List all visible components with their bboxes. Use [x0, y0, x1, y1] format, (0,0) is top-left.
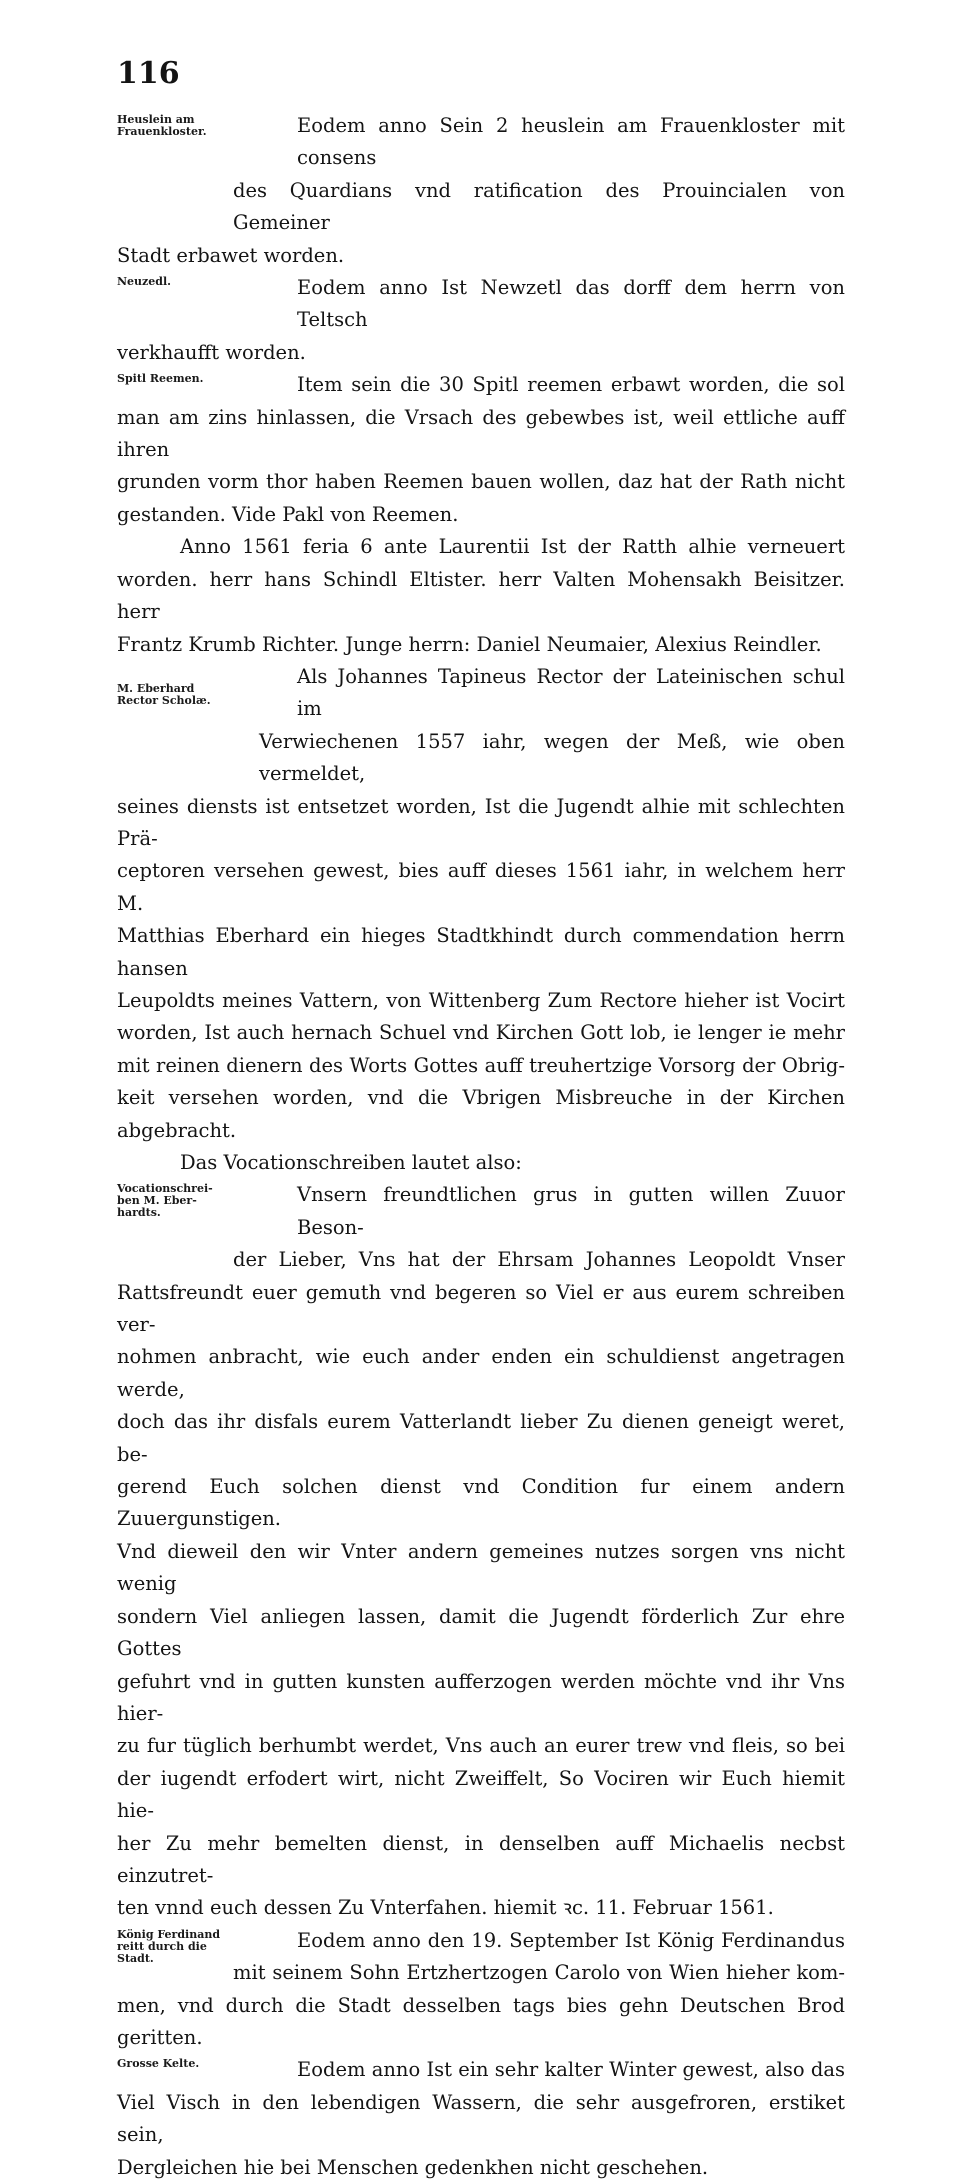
text-line: Matthias Eberhard ein hieges Stadtkhindt durch commendation herrn hansen	[117, 924, 845, 980]
text-line: ceptoren versehen gewest, bies auff dieses 1561 iahr, in welchem herr M.	[117, 859, 845, 915]
text-line: Eodem anno Sein 2 heuslein am Frauenkloster mit consens	[297, 114, 845, 170]
paragraph-vocation-intro	[117, 1147, 845, 1179]
margin-note: Spitl Reemen.	[117, 372, 204, 386]
text-line: her Zu mehr bemelten dienst, in denselben auff Michaelis necbst einzutret-	[117, 1831, 845, 1887]
text-line: der iugendt erfodert wirt, nicht Zweiffelt, So Vociren wir Euch hiemit hie-	[117, 1766, 845, 1823]
text-line: ten vnnd euch dessen Zu Vnterfahen. hiemit ꝛc. 11. Februar 1561.	[117, 1896, 774, 1920]
text-line: Rattsfreundt euer gemuth vnd begeren so Viel er aus eurem schreiben ver-	[117, 1280, 845, 1337]
margin-note: M. Eberhard Rector Scholæ.	[117, 681, 211, 707]
paragraph-spitl-reemen	[117, 369, 845, 531]
page-number: 116	[117, 56, 180, 91]
text-line: Anno 1561 feria 6 ante Laurentii Ist der Ratth alhie verneuert	[180, 535, 845, 559]
paragraph-neuzedl	[117, 272, 845, 369]
paragraph-grosse-kelte	[117, 2054, 845, 2184]
text-line: grunden vorm thor haben Reemen bauen wollen, daz hat der Rath nicht	[117, 470, 845, 494]
text-line: Dergleichen hie bei Menschen gedenkhen nicht geschehen.	[117, 2155, 709, 2179]
text-line: Verwiechenen 1557 iahr, wegen der Meß, wie oben vermeldet,	[259, 729, 845, 786]
text-line: worden, Ist auch hernach Schuel vnd Kirchen Gott lob, ie lenger ie mehr	[117, 1021, 845, 1045]
text-line: gestanden. Vide Pakl von Reemen.	[117, 502, 459, 526]
text-line: keit versehen worden, vnd die Vbrigen Misbreuche in der Kirchen abgebracht.	[117, 1086, 845, 1142]
text-line: men, vnd durch die Stadt desselben tags bies gehn Deutschen Brod geritten.	[117, 1993, 845, 2049]
text-line: Als Johannes Tapineus Rector der Lateinischen schul im	[297, 664, 845, 721]
text-line: Eodem anno Ist ein sehr kalter Winter gewest, also das	[297, 2058, 845, 2082]
text-line: Stadt erbawet worden.	[117, 243, 345, 267]
text-line: Vnsern freundtlichen grus in gutten willen Zuuor Beson-	[297, 1183, 845, 1239]
text-line: Eodem anno Ist Newzetl das dorff dem herrn von Teltsch	[297, 276, 845, 332]
margin-note: König Ferdinand reitt durch die Stadt.	[117, 1927, 221, 1965]
text-line: zu fur tüglich berhumbt werdet, Vns auch an eurer trew vnd fleis, so bei	[117, 1734, 845, 1758]
margin-note: Vocationschrei- ben M. Eber- hardts.	[117, 1182, 213, 1220]
text-line: Leupoldts meines Vattern, von Wittenberg Zum Rectore hieher ist Vocirt	[117, 988, 845, 1012]
margin-note: Grosse Kelte.	[117, 2057, 200, 2071]
text-line: Eodem anno den 19. September Ist König Ferdinandus	[297, 1928, 845, 1952]
text-line: verkhaufft worden.	[117, 340, 306, 364]
text-line: doch das ihr disfals eurem Vatterlandt lieber Zu dienen geneigt weret, be-	[117, 1410, 845, 1466]
text-line: Das Vocationschreiben lautet also:	[180, 1151, 522, 1174]
text-line: sondern Viel anliegen lassen, damit die Jugendt förderlich Zur ehre Gottes	[117, 1604, 845, 1661]
paragraph-heuslein	[117, 110, 845, 272]
paragraph-vocation-letter	[117, 1179, 845, 1924]
text-line: mit reinen dienern des Worts Gottes auff treuhertzige Vorsorg der Obrig-	[117, 1053, 845, 1077]
text-line: nohmen anbracht, wie euch ander enden ein schuldienst angetragen werde,	[117, 1345, 845, 1401]
text-line: mit seinem Sohn Ertzhertzogen Carolo von Wien hieher kom-	[233, 1961, 845, 1985]
text-line: gerend Euch solchen dienst vnd Condition fur einem andern Zuuergunstigen.	[117, 1475, 845, 1531]
paragraph-eberhard	[117, 661, 845, 1147]
text-line: man am zins hinlassen, die Vrsach des gebewbes ist, weil ettliche auff ihren	[117, 405, 845, 462]
paragraph-anno-1561	[117, 531, 845, 661]
document-body	[117, 110, 845, 2184]
text-line: gefuhrt vnd in gutten kunsten aufferzogen werden möchte vnd ihr Vns hier-	[117, 1669, 845, 1725]
text-line: seines diensts ist entsetzet worden, Ist die Jugendt alhie mit schlechten Prä-	[117, 794, 845, 850]
text-line: worden. herr hans Schindl Eltister. herr Valten Mohensakh Beisitzer. herr	[117, 567, 845, 624]
text-line: Item sein die 30 Spitl reemen erbawt worden, die sol	[297, 373, 845, 397]
text-line: der Lieber, Vns hat der Ehrsam Johannes Leopoldt Vnser	[233, 1248, 845, 1272]
margin-note: Heuslein am Frauenkloster.	[117, 113, 207, 138]
text-line: des Quardians vnd ratification des Prouincialen von Gemeiner	[233, 178, 845, 235]
text-line: Viel Visch in den lebendigen Wassern, die sehr ausgefroren, erstiket sein,	[117, 2090, 845, 2147]
text-line: Frantz Krumb Richter. Junge herrn: Daniel Neumaier, Alexius Reindler.	[117, 632, 822, 656]
paragraph-koenig-ferdinand	[117, 1925, 845, 2055]
text-line: Vnd dieweil den wir Vnter andern gemeines nutzes sorgen vns nicht wenig	[117, 1539, 845, 1596]
margin-note: Neuzedl.	[117, 275, 171, 289]
